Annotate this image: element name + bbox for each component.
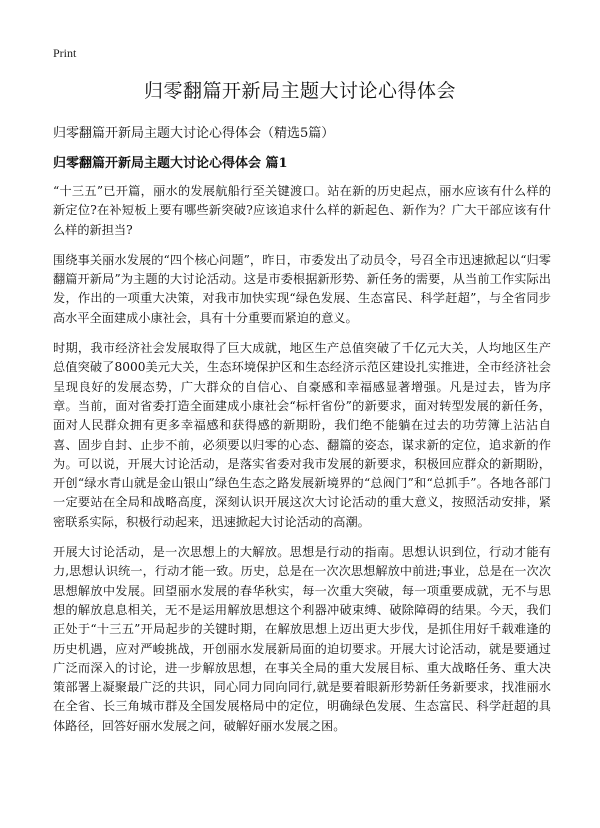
print-link[interactable]: Print: [53, 46, 77, 60]
paragraph: 围绕事关丽水发展的“四个核心问题”，昨日，市委发出了动员令，号召全市迅速掀起以“归零翻篇开新局”为主题的大讨论活动。这是市委根据新形势、新任务的需要，从当前工作实际出发，作出的一项重大决策，对我市加快实现“绿色发展、生态富民、科学赶超”，与全省同步高水平全面建成小康社会，具有十分重要而紧迫的意义。: [53, 252, 551, 325]
section-heading: 归零翻篇开新局主题大讨论心得体会 篇1: [53, 156, 288, 171]
article-body: [53, 182, 551, 747]
subtitle: 归零翻篇开新局主题大讨论心得体会（精选5篇）: [53, 126, 335, 141]
paragraph: 时期，我市经济社会发展取得了巨大成就，地区生产总值突破了千亿元大关，人均地区生产总值突破了8000美元大关，生态环境保护区和生态经济示范区建设扎实推进，全市经济社会呈现良好的发展态势，广大群众的自信心、自豪感和幸福感显著增强。凡是过去，皆为序章。当前，面对省委打造全面建成小康社会“标杆省份”的新要求，面对转型发展的新任务，面对人民群众拥有更多幸福感和获得感的新期盼，我们绝不能躺在过去的功劳簿上沾沾自喜、固步自封、止步不前，必须要以归零的心态、翻篇的姿态，谋求新的定位，追求新的作为。可以说，开展大讨论活动，是落实省委对我市发展的新要求，积极回应群众的新期盼，开创“绿水青山就是金山银山”绿色生态之路发展新境界的“总阀门”和“总抓手”。各地各部门一定要站在全局和战略高度，深刻认识开展这次大讨论活动的重大意义，按照活动安排，紧密联系实际，积极行动起来，迅速掀起大讨论活动的高潮。: [53, 341, 551, 529]
paragraph: 开展大讨论活动，是一次思想上的大解放。思想是行动的指南。思想认识到位，行动才能有力,思想认识统一，行动才能一致。历史，总是在一次次思想解放中前进;事业，总是在一次次思想解放中发展。回望丽水发展的春华秋实，每一次重大突破，每一项重要成就，无不与思想的解放息息相关，无不是运用解放思想这个利器冲破束缚、破除障碍的结果。今天，我们正处于“十三五”开局起步的关键时期，在解放思想上迈出更大步伐，是抓住用好千载难逢的历史机遇，应对严峻挑战，开创丽水发展新局面的迫切要求。开展大讨论活动，就是要通过广泛而深入的讨论，进一步解放思想，在事关全局的重大发展目标、重大战略任务、重大决策部署上凝聚最广泛的共识，同心同力同向同行,就是要着眼新形势新任务新要求，找准丽水在全省、长三角城市群及全国发展格局中的定位，明确绿色发展、生态富民、科学赶超的具体路径，回答好丽水发展之问，破解好丽水发展之困。: [53, 545, 551, 733]
paragraph: “十三五”已开篇，丽水的发展航船行至关键渡口。站在新的历史起点，丽水应该有什么样的新定位?在补短板上要有哪些新突破?应该追求什么样的新起色、新作为？广大干部应该有什么样的新担当?: [53, 184, 551, 237]
page-title: 归零翻篇开新局主题大讨论心得体会: [143, 80, 456, 102]
